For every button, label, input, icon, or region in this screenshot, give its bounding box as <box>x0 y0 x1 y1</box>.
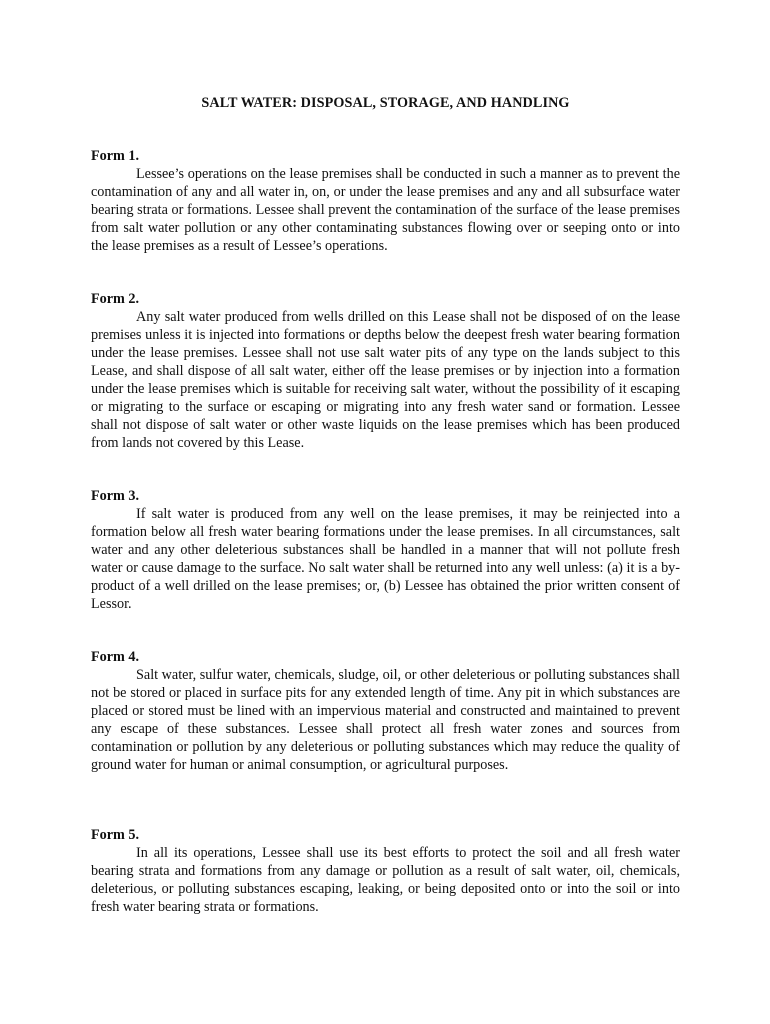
section-heading: Form 1. <box>91 148 140 164</box>
form-section <box>91 147 680 255</box>
section-paragraph: Any salt water produced from wells drilled on this Lease shall not be disposed of on the lease premises unless it is injected into formations or depths below the deepest fresh water bearing formation under the lease premises. Lessee shall not use salt water pits of any type on the lands subject to this Lease, and shall dispose of all salt water, either off the lease premises or by injection into a formation under the lease premises which is suitable for receiving salt water, without the possibility of it escaping or migrating to the surface or escaping or migrating into any fresh water sand or formation. Lessee shall not dispose of salt water or other waste liquids on the lease premises which has been produced from lands not covered by this Lease. <box>91 309 680 451</box>
form-section <box>91 487 680 613</box>
form-section <box>91 826 680 916</box>
section-heading: Form 3. <box>91 488 140 504</box>
section-paragraph: Salt water, sulfur water, chemicals, sludge, oil, or other deleterious or polluting substances shall not be stored or placed in surface pits for any extended length of time. Any pit in which substances are placed or stored must be lined with an impervious material and constructed and maintained to prevent any escape of these substances. Lessee shall protect all fresh water zones and sources from contamination or pollution by any deleterious or polluting substances which may reduce the quality of ground water for human or animal consumption, or agricultural purposes. <box>91 667 680 773</box>
section-heading: Form 2. <box>91 291 140 307</box>
section-heading: Form 5. <box>91 827 140 843</box>
section-paragraph: In all its operations, Lessee shall use its best efforts to protect the soil and all fresh water bearing strata and formations from any damage or pollution as a result of salt water, oil, chemicals, deleterious, or polluting substances escaping, leaking, or being deposited onto or into the soil or into fresh water bearing strata or formations. <box>91 845 680 915</box>
section-paragraph: Lessee’s operations on the lease premises shall be conducted in such a manner as to prevent the contamination of any and all water in, on, or under the lease premises and any and all subsurface water bearing strata or formations. Lessee shall prevent the contamination of the surface of the lease premises from salt water pollution or any other contaminating substances flowing over or seeping onto or into the lease premises as a result of Lessee’s operations. <box>91 166 680 254</box>
section-heading: Form 4. <box>91 649 140 665</box>
document-title: SALT WATER: DISPOSAL, STORAGE, AND HANDLING <box>201 95 570 111</box>
form-section <box>91 290 680 452</box>
form-section <box>91 648 680 774</box>
section-paragraph: If salt water is produced from any well on the lease premises, it may be reinjected into a formation below all fresh water bearing formations under the lease premises. In all circumstances, salt water and any other deleterious substances shall be handled in a manner that will not pollute fresh water or cause damage to the surface. No salt water shall be returned into any well unless: (a) it is a by-product of a well drilled on the lease premises; or, (b) Lessee has obtained the prior written consent of Lessor. <box>91 506 680 612</box>
